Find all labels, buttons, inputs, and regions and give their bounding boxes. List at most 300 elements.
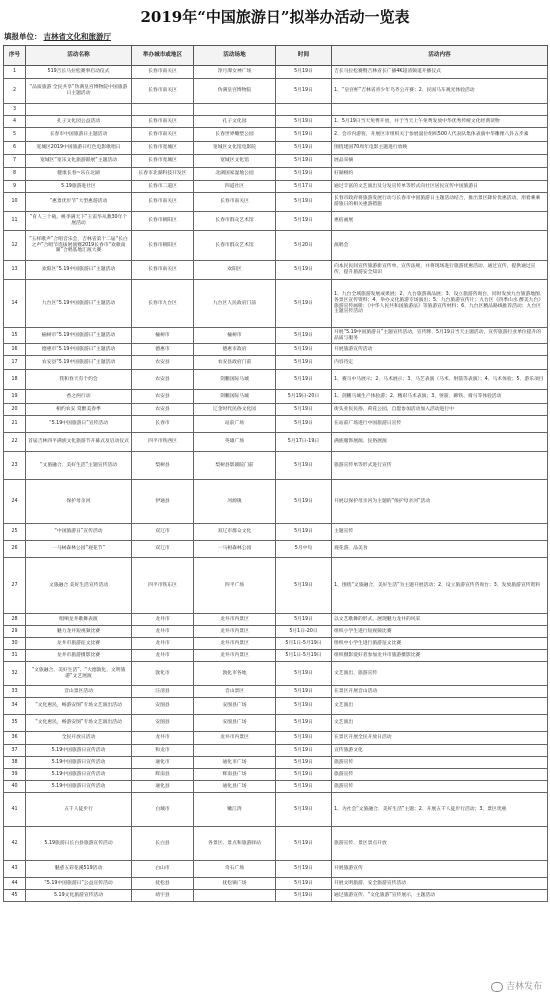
cell-content: 旅游宣传 [332, 769, 548, 781]
cell-content: 2、会市内游客，开展区市组织关于参展量位组织500人代表队集体表演中华雕像八卦五步素 [332, 128, 548, 142]
cell-venue: 敦化市各地 [194, 662, 276, 686]
cell-city: 双辽市 [132, 541, 194, 558]
cell-venue: 四平广场 [194, 558, 276, 614]
cell-time: 5月19日 [276, 116, 332, 128]
cell-activity-name: 唱响龙井歌舞表演 [26, 614, 132, 626]
cell-index: 3 [4, 104, 26, 116]
cell-venue: 嫩江湾 [194, 793, 276, 827]
cell-city: 长白县 [132, 827, 194, 861]
cell-content: 长春市政府将旅游发展行动与长春市中国旅游日主题活动结合，推出景区降价优惠活动，用着乘乘游旅日的相关惠游措施 [332, 193, 548, 212]
cell-content: 1、围绕“文旅融合，美好生活”为主题开展活动；2、设立旅游宣传咨询台；3、发放旅游宣传资料 [332, 558, 548, 614]
cell-activity-name: 宽城区2019中国旅游日红色电影歌唱日 [26, 142, 132, 155]
cell-time: 5月中旬 [276, 541, 332, 558]
cell-venue: 榆树市 [194, 328, 276, 344]
cell-city: 龙井市 [132, 650, 194, 662]
cell-city: 和龙市 [132, 745, 194, 757]
header-index: 序号 [4, 46, 26, 66]
cell-index: 24 [4, 480, 26, 524]
cell-activity-name: 音山景区活动 [26, 686, 132, 698]
cell-venue: 各景区、景点和旅游驿站 [194, 827, 276, 861]
cell-time: 5月19日 [276, 732, 332, 745]
table-row [4, 433, 548, 452]
table-row [4, 638, 548, 650]
table-row [4, 261, 548, 280]
cell-time: 5月19日 [276, 128, 332, 142]
cell-venue [194, 745, 276, 757]
table-row [4, 541, 548, 558]
cell-time: 5月19日 [276, 142, 332, 155]
cell-city: 长春市南关区 [132, 261, 194, 280]
cell-city: 农安县 [132, 356, 194, 370]
cell-activity-name: “5.19中国旅游日”公益宣传活动 [26, 878, 132, 890]
table-row [4, 698, 548, 715]
cell-city: 长春市宽城区 [132, 155, 194, 168]
cell-content: 开展旅游宣传活动 [332, 344, 548, 356]
table-row [4, 827, 548, 861]
cell-time: 5月17日 [276, 181, 332, 193]
table-row [4, 66, 548, 79]
table-row [4, 757, 548, 769]
table-row [4, 193, 548, 212]
cell-city: 双辽市 [132, 524, 194, 541]
table-row [4, 890, 548, 902]
cell-city: 通化县 [132, 781, 194, 793]
cell-activity-name: 健康长春~乐在北湖 [26, 168, 132, 181]
cell-city: 长春市九台区 [132, 280, 194, 328]
cell-activity-name: “中国旅游日”宣传活动 [26, 524, 132, 541]
cell-index: 36 [4, 732, 26, 745]
cell-venue [194, 890, 276, 902]
cell-content: 演唱会 [332, 231, 548, 261]
cell-index: 27 [4, 558, 26, 614]
cell-venue: 通化县广场 [194, 781, 276, 793]
cell-time: 5月19日 [276, 890, 332, 902]
cell-index: 28 [4, 614, 26, 626]
cell-index: 32 [4, 662, 26, 686]
cell-time: 5月19日 [276, 261, 332, 280]
cell-city: 通化市 [132, 757, 194, 769]
cell-venue: 德惠市政府 [194, 344, 276, 356]
cell-venue: 双辽市群众文化 [194, 524, 276, 541]
cell-content: 观花游、品美食 [332, 541, 548, 558]
cell-content: 在景区开展全民开放日活动 [332, 732, 548, 745]
cell-content: 主题宣传 [332, 524, 548, 541]
cell-content: 组织小学生进行短视频比赛 [332, 626, 548, 638]
cell-content: 文艺演出 [332, 698, 548, 715]
cell-city: 农安县 [132, 404, 194, 416]
table-row [4, 558, 548, 614]
cell-activity-name: “五样歌声”合唱音乐会，吉林省第十二届“长白之声”合唱节选拔展演暨2019长春市“欢歌南湖”合唱基地汇演大赛 [26, 231, 132, 261]
cell-time [276, 104, 332, 116]
cell-time: 5月19日 [276, 404, 332, 416]
cell-content: 组织摄影爱好者参加龙井市旅游摄影比赛 [332, 650, 548, 662]
cell-venue [194, 104, 276, 116]
cell-index: 25 [4, 524, 26, 541]
cell-city: 农安县 [132, 390, 194, 404]
table-row [4, 116, 548, 128]
cell-content: 通过旅游宣传、“文化旅游”宣传展示，主题活动 [332, 890, 548, 902]
cell-activity-name: 宽城区“宽乐文化旅游联展”主题活动 [26, 155, 132, 168]
cell-content: 1、九台全域旅游发展成果展；2、九台旅游商品展；3、设立旅游咨询台，同时发放九台旅游地图、各景区宣传资料；4、举办文化旅游专场演出；5、九台旅游宣传片；九台区《四季山水 醉美九台》旅游宣传画册；《中华人民共和国旅游法》等旅游宣传材料；6、九台区精品路线推荐活动；九台区主题宣传活动 [332, 280, 548, 328]
cell-activity-name: “品质旅游 全民共享”伪满皇宫博物院中国旅游日主题活动 [26, 79, 132, 104]
cell-index: 16 [4, 344, 26, 356]
cell-content: 1、5月19日当天免费开放，并于当天上午免费发放中华优秀传统文化经典读物 [332, 116, 548, 128]
cell-activity-name: “文化惠民，畅游安图”专场文艺演出活动 [26, 698, 132, 715]
cell-index: 38 [4, 757, 26, 769]
cell-content: 旅游宣传单等形式进行宣传 [332, 452, 548, 480]
cell-venue: 英雄广场 [194, 433, 276, 452]
cell-index: 13 [4, 261, 26, 280]
cell-index: 19 [4, 390, 26, 404]
cell-index: 44 [4, 878, 26, 890]
cell-city: 梨树县 [132, 452, 194, 480]
unit-label: 填报单位： [4, 32, 42, 41]
cell-index: 42 [4, 827, 26, 861]
cell-activity-name: 孔子文化园公益活动 [26, 116, 132, 128]
cell-venue: 龙井市内景区 [194, 626, 276, 638]
cell-activity-name: 农安县“5.19中国旅游日”主题活动 [26, 356, 132, 370]
header-venue: 活动场地 [194, 46, 276, 66]
table-row [4, 231, 548, 261]
cell-time: 5月19日 [276, 155, 332, 168]
page-title: 2019年“中国旅游日”拟举办活动一览表 [140, 8, 410, 26]
cell-activity-name: “5.19中国旅游日”宣传活动 [26, 416, 132, 433]
cell-time: 5月19日 [276, 370, 332, 390]
cell-index: 29 [4, 626, 26, 638]
cell-venue: 梨树县影剧院门前 [194, 452, 276, 480]
cell-content: 好湖相约 [332, 168, 548, 181]
cell-venue: 长春市南关区 [194, 193, 276, 212]
cell-activity-name: 5.19中国旅游日宣传活动 [26, 757, 132, 769]
cell-city: 辉南县 [132, 769, 194, 781]
cell-index: 18 [4, 370, 26, 390]
cell-time: 5月20日 [276, 231, 332, 261]
cell-index: 4 [4, 116, 26, 128]
cell-city: 榆树市 [132, 328, 194, 344]
cell-venue: 剑鹏国际马城 [194, 390, 276, 404]
cell-index: 1 [4, 66, 26, 79]
cell-time: 5月19日 [276, 79, 332, 104]
cell-city: 安图县 [132, 698, 194, 715]
cell-content: 向本民民间宣传旅游新宣传单，宣传法规，并将现场进行旅游优惠活动，通过宣传，提供通过宣传，提升旅游安全知识 [332, 261, 548, 280]
table-row [4, 356, 548, 370]
watermark [491, 981, 542, 993]
cell-city: 白城市 [132, 793, 194, 827]
table-row [4, 390, 548, 404]
header-content: 活动内容 [332, 46, 548, 66]
cell-venue: 辽金时代民俗文化园 [194, 404, 276, 416]
cell-time: 5月19日 [276, 878, 332, 890]
header-time: 时间 [276, 46, 332, 66]
cell-time: 5月19日 [276, 769, 332, 781]
cell-content: 开展“5.19中国旅游日”主题宣传活动，宣传牌、5月19日当天主题活动，宣传旅游行业单位提升的品质与服务 [332, 328, 548, 344]
cell-activity-name: 5.19中国旅游日宣传活动 [26, 745, 132, 757]
cell-venue: 净月潭女神广场 [194, 66, 276, 79]
cell-index: 30 [4, 638, 26, 650]
table-row [4, 212, 548, 231]
cell-activity-name: 龙井市旅游摄影比赛 [26, 650, 132, 662]
watermark-text: 吉林发布 [505, 982, 542, 992]
cell-venue: 北湖国家湿地公园 [194, 168, 276, 181]
cell-index: 8 [4, 168, 26, 181]
table-row [4, 280, 548, 328]
table-row [4, 416, 548, 433]
cell-time: 5月19日 [276, 212, 332, 231]
table-row [4, 662, 548, 686]
cell-content: 旅游宣传 [332, 757, 548, 769]
cell-city: 龙井市 [132, 614, 194, 626]
cell-content: 围绕建国70周年电影主题进行放映 [332, 142, 548, 155]
cell-index: 33 [4, 686, 26, 698]
cell-venue: 音山景区 [194, 686, 276, 698]
cell-venue: 四道社区 [194, 181, 276, 193]
cell-time: 5月19日 [276, 745, 332, 757]
table-row [4, 142, 548, 155]
cell-venue: 宽城区文化馆电影院 [194, 142, 276, 155]
table-row [4, 79, 548, 104]
cell-activity-name: 全民开放日活动 [26, 732, 132, 745]
cell-index: 40 [4, 781, 26, 793]
cell-activity-name: 香之两行动 [26, 390, 132, 404]
cell-activity-name: 我和春天有个约会 [26, 370, 132, 390]
cell-time: 5月19日 [276, 452, 332, 480]
cell-time: 5月19日 [276, 781, 332, 793]
cell-time: 5月19日 [276, 356, 332, 370]
cell-content: 文艺演出 [332, 715, 548, 732]
cell-content: 1、赛马中马展示；2、马术展示；3、马艺表演（马术、射箭等表演）；4、马术体验；5、游乐项目 [332, 370, 548, 390]
table-row [4, 404, 548, 416]
cell-time: 5月19日 [276, 686, 332, 698]
cell-index: 23 [4, 452, 26, 480]
table-row [4, 524, 548, 541]
header-activity-name: 活动名称 [26, 46, 132, 66]
cell-content: 吉长马拉松赛暨吉林省长广播4K超清频道开播仪式 [332, 66, 548, 79]
cell-time: 5月17日-19日 [276, 433, 332, 452]
cell-venue: 龙井市内景区 [194, 638, 276, 650]
cell-time: 5月19日 [276, 861, 332, 878]
cell-time: 5月19日 [276, 757, 332, 769]
cell-activity-name: 5.19文化旅游宣传活动 [26, 890, 132, 902]
cell-venue: 宽城区文化馆 [194, 155, 276, 168]
cell-index: 34 [4, 698, 26, 715]
table-row [4, 732, 548, 745]
wechat-icon [491, 982, 503, 992]
cell-index: 14 [4, 280, 26, 328]
table-row [4, 370, 548, 390]
cell-venue: 龙井市内景区 [194, 614, 276, 626]
cell-time: 5月19日 [276, 614, 332, 626]
cell-time: 5月19日 [276, 344, 332, 356]
cell-venue: 欢阳区 [194, 261, 276, 280]
table-row [4, 155, 548, 168]
cell-time: 5月1日-5月19日 [276, 638, 332, 650]
cell-activity-name: 相约农安 赏醉美春季 [26, 404, 132, 416]
cell-city: 长春市南关区 [132, 66, 194, 79]
activity-table [3, 45, 548, 902]
cell-city: 四平市铁西区 [132, 433, 194, 452]
table-row [4, 878, 548, 890]
cell-index: 26 [4, 541, 26, 558]
cell-activity-name: “惠景优步节”大型惠游活动 [26, 193, 132, 212]
cell-city: 长春市宽城区 [132, 142, 194, 155]
table-row [4, 104, 548, 116]
table-row [4, 452, 548, 480]
cell-city: 长春市 [132, 416, 194, 433]
cell-activity-name: 长春市中国旅游日主题活动 [26, 128, 132, 142]
cell-activity-name: “文化惠民，畅游安图”专场文艺演出活动 [26, 715, 132, 732]
cell-activity-name: 保护母亲河 [26, 480, 132, 524]
cell-activity-name: 九台区“5.19中国旅游日”主题活动 [26, 280, 132, 328]
table-row [4, 181, 548, 193]
cell-venue: 长春市群众艺术馆 [194, 212, 276, 231]
table-row [4, 769, 548, 781]
cell-time: 5月19日 [276, 662, 332, 686]
cell-content: 开展文明旅游、安全旅游宣传活动 [332, 878, 548, 890]
cell-content: 宣传旅游文化 [332, 745, 548, 757]
cell-time: 5月1日-20日 [276, 626, 332, 638]
table-row [4, 793, 548, 827]
cell-city: 靖宇县 [132, 890, 194, 902]
cell-activity-name: 5.19中国旅游日宣传活动 [26, 781, 132, 793]
cell-venue: 孔子文化园 [194, 116, 276, 128]
cell-time: 5月1日-5月19日 [276, 650, 332, 662]
cell-content: 开展以保护母亲河为主题的“保护母亲河”活动 [332, 480, 548, 524]
cell-activity-name: 魅力龙井短视频比赛 [26, 626, 132, 638]
table-row [4, 686, 548, 698]
cell-venue: 一马树森林公园 [194, 541, 276, 558]
table-row [4, 328, 548, 344]
cell-index: 5 [4, 128, 26, 142]
cell-city: 汪清县 [132, 686, 194, 698]
cell-index: 20 [4, 404, 26, 416]
cell-activity-name: 5.19旅游日长白县旅游宣传活动 [26, 827, 132, 861]
header-city: 举办城市或地区 [132, 46, 194, 66]
cell-content: 在景区开展音山活动 [332, 686, 548, 698]
cell-content: 旅游宣传、景区景点开放 [332, 827, 548, 861]
cell-content: 组织中小学生进行旅游征文比赛 [332, 638, 548, 650]
cell-city: 抚松县 [132, 878, 194, 890]
table-row [4, 861, 548, 878]
cell-activity-name: 龙井市旅游征文比赛 [26, 638, 132, 650]
cell-activity-name: 文旅融合 美好生活宣传活动 [26, 558, 132, 614]
cell-city: 长春市南关区 [132, 193, 194, 212]
cell-venue: 安图县广场 [194, 715, 276, 732]
cell-content: 惠宿画展 [332, 212, 548, 231]
cell-venue: 剑鹏国际马城 [194, 370, 276, 390]
cell-city: 安图县 [132, 715, 194, 732]
cell-time: 5月19日 [276, 328, 332, 344]
cell-index: 12 [4, 231, 26, 261]
cell-city: 伊通县 [132, 480, 194, 524]
cell-activity-name: 五千人徒步行 [26, 793, 132, 827]
cell-index: 21 [4, 416, 26, 433]
cell-time: 5月19日 [276, 280, 332, 328]
cell-activity-name: 5.19旅游进社区 [26, 181, 132, 193]
cell-time: 5月19日 [276, 66, 332, 79]
cell-venue: 辉南县广场 [194, 769, 276, 781]
cell-venue: 长春市群众艺术馆 [194, 231, 276, 261]
cell-content: 旅游宣传 [332, 781, 548, 793]
cell-content [332, 104, 548, 116]
cell-venue: 通化市广场 [194, 757, 276, 769]
cell-time: 5月19日 [276, 558, 332, 614]
table-row [4, 614, 548, 626]
cell-content: 内容待定 [332, 356, 548, 370]
reporting-unit [4, 32, 544, 42]
cell-index: 15 [4, 328, 26, 344]
cell-time: 5月19日 [276, 827, 332, 861]
cell-index: 9 [4, 181, 26, 193]
cell-index: 45 [4, 890, 26, 902]
cell-time: 5月19日 [276, 193, 332, 212]
cell-venue: 抚松镇广场 [194, 878, 276, 890]
cell-activity-name: 5.19中国旅游日宣传活动 [26, 769, 132, 781]
cell-city: 长春市朝阳区 [132, 231, 194, 261]
cell-venue: 奇石广场 [194, 861, 276, 878]
cell-content: 通过丰富的文艺演出及分发宣传单等形式向社区居民宣传中国旅游日 [332, 181, 548, 193]
cell-time: 5月19日 [276, 698, 332, 715]
unit-value: 吉林省文化和旅游厅 [43, 32, 111, 41]
cell-time: 5月19日 [276, 793, 332, 827]
cell-activity-name: 魅惑五彩花溪519活动 [26, 861, 132, 878]
cell-time: 5月19日 [276, 168, 332, 181]
cell-activity-name [26, 104, 132, 116]
cell-city: 长春市朝阳区 [132, 212, 194, 231]
cell-city: 敦化市 [132, 662, 194, 686]
cell-index: 39 [4, 769, 26, 781]
cell-city: 长春市南关区 [132, 79, 194, 104]
cell-city: 农安县 [132, 370, 194, 390]
cell-city: 龙井市 [132, 732, 194, 745]
cell-venue: 农安县政府门前 [194, 356, 276, 370]
table-row [4, 745, 548, 757]
cell-time: 5月19日-20日 [276, 390, 332, 404]
cell-index: 6 [4, 142, 26, 155]
cell-index: 22 [4, 433, 26, 452]
cell-activity-name: 欢阳区“5.19中国旅游日”主题活动 [26, 261, 132, 280]
cell-activity-name: “文旅融合、美好生活”、“大德敦化、文明旅游”文艺展演 [26, 662, 132, 686]
cell-activity-name: 德惠市“5.19中国旅游日”主题活动 [26, 344, 132, 356]
cell-index: 10 [4, 193, 26, 212]
cell-time: 5月19日 [276, 416, 332, 433]
table-row [4, 480, 548, 524]
cell-content: 在站前广场进行中国旅游日宣传 [332, 416, 548, 433]
cell-city: 长春市北湖科技开发区 [132, 168, 194, 181]
cell-content: 满族服饰展演、民俗展演 [332, 433, 548, 452]
table-row [4, 715, 548, 732]
cell-activity-name: 榆树市“5.19中国旅游日”主题活动 [26, 328, 132, 344]
cell-content: 文艺演出、旅游宣传 [332, 662, 548, 686]
cell-index: 2 [4, 79, 26, 104]
cell-index: 43 [4, 861, 26, 878]
cell-content: 以文艺歌舞的形式，展现魅力龙井的风采 [332, 614, 548, 626]
cell-city: 龙井市 [132, 638, 194, 650]
table-row [4, 781, 548, 793]
cell-activity-name: 519吉长马拉松赛事启动仪式 [26, 66, 132, 79]
cell-city: 白山市 [132, 861, 194, 878]
cell-venue: 九台区人民政府门前 [194, 280, 276, 328]
cell-city: 德惠市 [132, 344, 194, 356]
cell-city: 四平市铁东区 [132, 558, 194, 614]
cell-content: 展品采摘 [332, 155, 548, 168]
table-body [4, 66, 548, 902]
cell-venue: 站前广场 [194, 416, 276, 433]
cell-index: 31 [4, 650, 26, 662]
cell-index: 7 [4, 155, 26, 168]
cell-city [132, 104, 194, 116]
cell-content: 开展旅游宣传 [332, 861, 548, 878]
cell-index: 35 [4, 715, 26, 732]
